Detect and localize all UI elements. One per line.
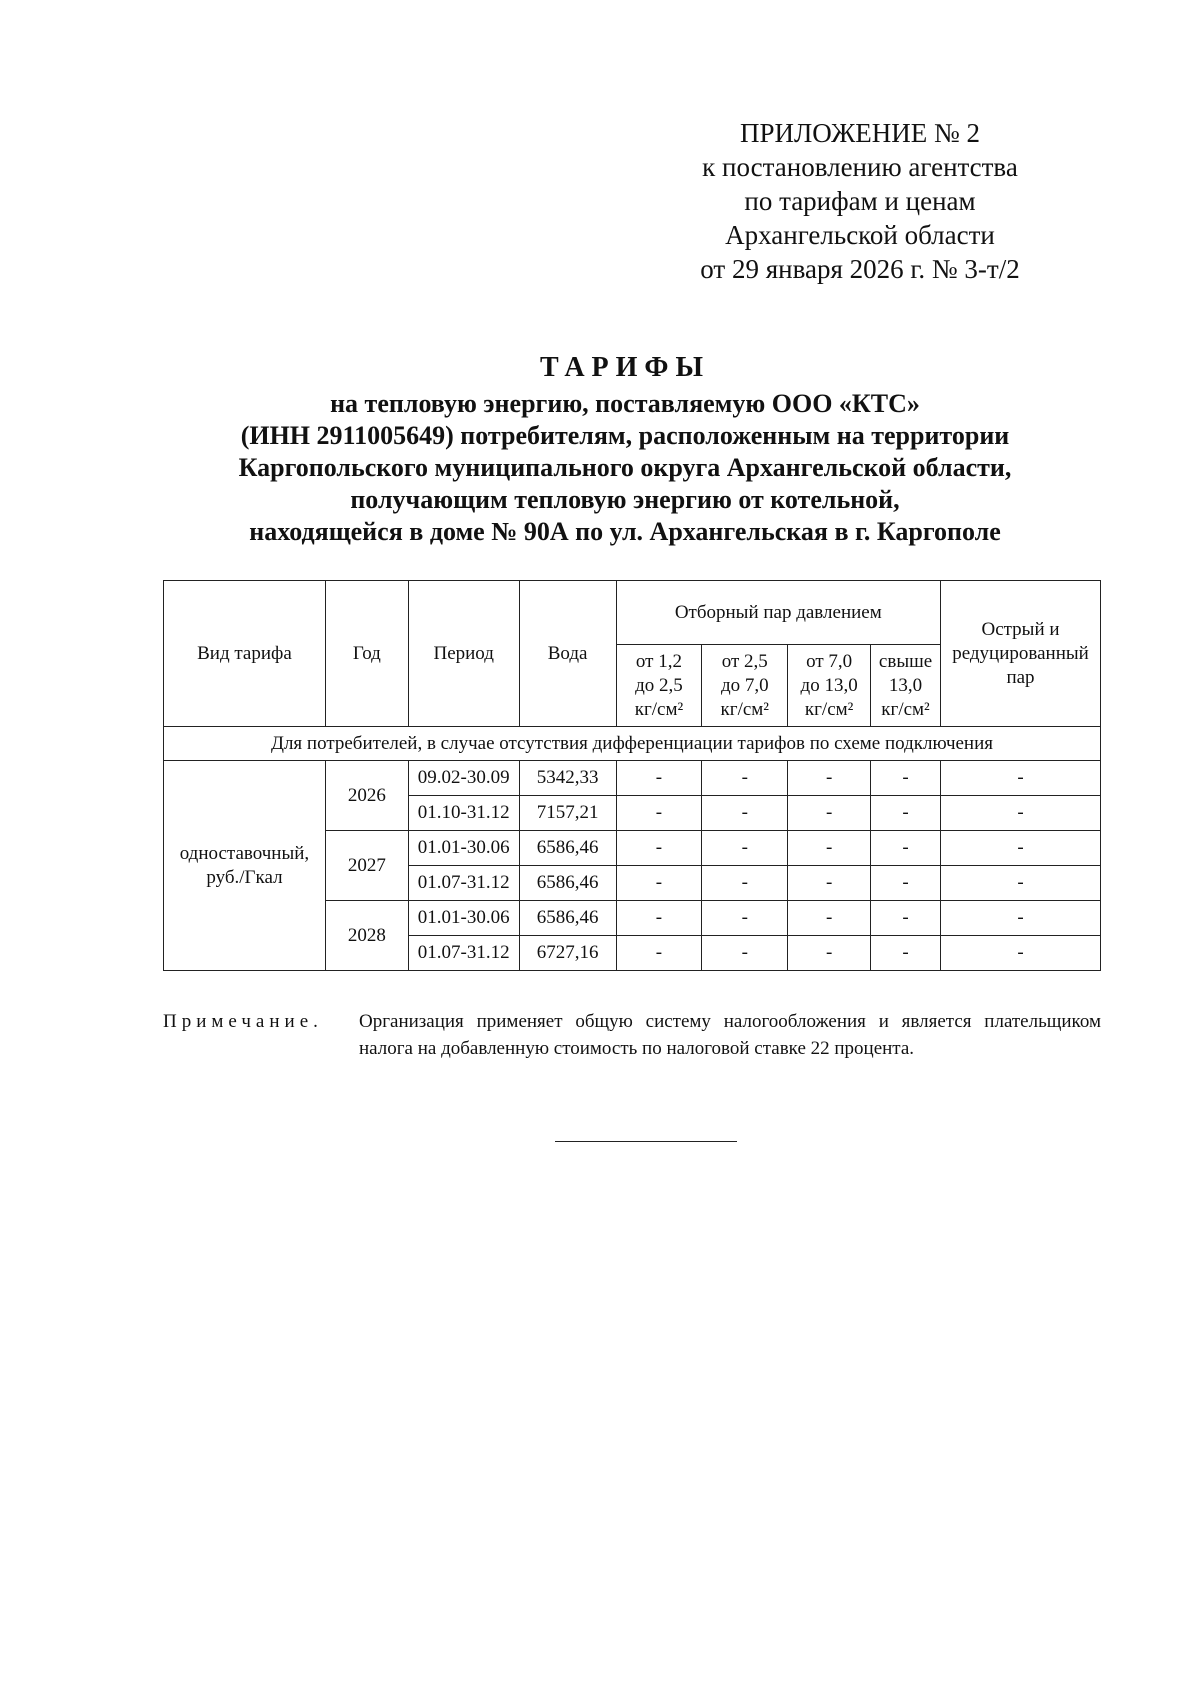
water-cell: 6586,46	[519, 866, 616, 901]
title-line: (ИНН 2911005649) потребителям, расположенным на территории	[240, 421, 1010, 450]
header-steam-1	[616, 645, 702, 727]
title-line: получающим тепловую энергию от котельной,	[350, 485, 900, 514]
tariff-table	[163, 580, 1101, 971]
period-cell: 01.10-31.12	[408, 796, 519, 831]
water-cell: 6586,46	[519, 831, 616, 866]
steam-cell: -	[702, 901, 788, 936]
header-steam-1-to: до 2,5	[635, 674, 683, 696]
appendix-line: к постановлению агентства	[702, 152, 1018, 182]
appendix-line: Архангельской области	[725, 220, 995, 250]
steam-cell: -	[788, 796, 871, 831]
header-steam-group: Отборный пар давлением	[616, 581, 940, 645]
sharp-steam-cell: -	[941, 936, 1101, 971]
year-cell: 2026	[325, 761, 408, 831]
appendix-header	[660, 116, 1060, 286]
period-cell: 01.07-31.12	[408, 936, 519, 971]
period-cell: 01.01-30.06	[408, 831, 519, 866]
group-label: Для потребителей, в случае отсутствия дифференциации тарифов по схеме подключения	[164, 727, 1101, 761]
steam-cell: -	[788, 831, 871, 866]
sharp-steam-cell: -	[941, 866, 1101, 901]
header-sharp-steam: Острый и редуцированный пар	[941, 581, 1101, 727]
header-steam-1-unit: кг/см²	[634, 698, 684, 720]
steam-cell: -	[788, 936, 871, 971]
sharp-steam-cell: -	[941, 831, 1101, 866]
header-steam-2-to: до 7,0	[720, 674, 769, 696]
header-water: Вода	[519, 581, 616, 727]
steam-cell: -	[871, 866, 941, 901]
header-steam-4-from: свыше	[878, 650, 933, 672]
title-main: ТАРИФЫ	[540, 352, 710, 383]
steam-cell: -	[788, 901, 871, 936]
steam-cell: -	[871, 901, 941, 936]
steam-cell: -	[871, 831, 941, 866]
water-cell: 5342,33	[519, 761, 616, 796]
steam-cell: -	[871, 761, 941, 796]
table-row	[164, 761, 1101, 796]
steam-cell: -	[871, 936, 941, 971]
tariff-name: одноставочный, руб./Гкал	[164, 761, 326, 971]
year-cell: 2028	[325, 901, 408, 971]
steam-cell: -	[616, 901, 702, 936]
steam-cell: -	[702, 831, 788, 866]
header-steam-3-to: до 13,0	[800, 674, 858, 696]
document-title	[160, 350, 1090, 548]
header-steam-2	[702, 645, 788, 727]
header-steam-4-to: 13,0	[888, 674, 923, 696]
title-line: на тепловую энергию, поставляемую ООО «КТС»	[330, 389, 920, 418]
header-steam-2-unit: кг/см²	[720, 698, 770, 720]
header-steam-3	[788, 645, 871, 727]
appendix-date: от 29 января 2026 г. № 3-т/2	[700, 254, 1020, 284]
note-text: Организация применяет общую систему налогообложения и является плательщиком налога на добавленную стоимость по налоговой ставке 22 процента.	[359, 1011, 1101, 1059]
appendix-line: по тарифам и ценам	[744, 186, 976, 216]
water-cell: 6727,16	[519, 936, 616, 971]
title-line: находящейся в доме № 90А по ул. Архангельская в г. Каргополе	[249, 517, 1001, 546]
steam-cell: -	[616, 866, 702, 901]
steam-cell: -	[616, 831, 702, 866]
period-cell: 01.01-30.06	[408, 901, 519, 936]
steam-cell: -	[788, 761, 871, 796]
header-steam-1-from: от 1,2	[635, 650, 682, 672]
appendix-number: ПРИЛОЖЕНИЕ № 2	[739, 118, 981, 148]
steam-cell: -	[702, 796, 788, 831]
sharp-steam-cell: -	[941, 761, 1101, 796]
steam-cell: -	[702, 866, 788, 901]
steam-cell: -	[616, 796, 702, 831]
header-steam-4-unit: кг/см²	[881, 698, 930, 720]
header-year: Год	[325, 581, 408, 727]
header-steam-3-from: от 7,0	[806, 650, 853, 672]
steam-cell: -	[788, 866, 871, 901]
steam-cell: -	[616, 936, 702, 971]
sharp-steam-cell: -	[941, 901, 1101, 936]
steam-cell: -	[871, 796, 941, 831]
header-steam-2-from: от 2,5	[721, 650, 768, 672]
water-cell: 6586,46	[519, 901, 616, 936]
water-cell: 7157,21	[519, 796, 616, 831]
header-steam-4	[871, 645, 941, 727]
closing-rule	[555, 1141, 737, 1142]
steam-cell: -	[616, 761, 702, 796]
period-cell: 09.02-30.09	[408, 761, 519, 796]
steam-cell: -	[702, 761, 788, 796]
header-steam-3-unit: кг/см²	[804, 698, 854, 720]
note-label: Примечание.	[163, 1011, 323, 1032]
period-cell: 01.07-31.12	[408, 866, 519, 901]
year-cell: 2027	[325, 831, 408, 901]
header-period: Период	[408, 581, 519, 727]
sharp-steam-cell: -	[941, 796, 1101, 831]
title-line: Каргопольского муниципального округа Архангельской области,	[238, 453, 1012, 482]
header-tariff-type: Вид тарифа	[164, 581, 326, 727]
steam-cell: -	[702, 936, 788, 971]
